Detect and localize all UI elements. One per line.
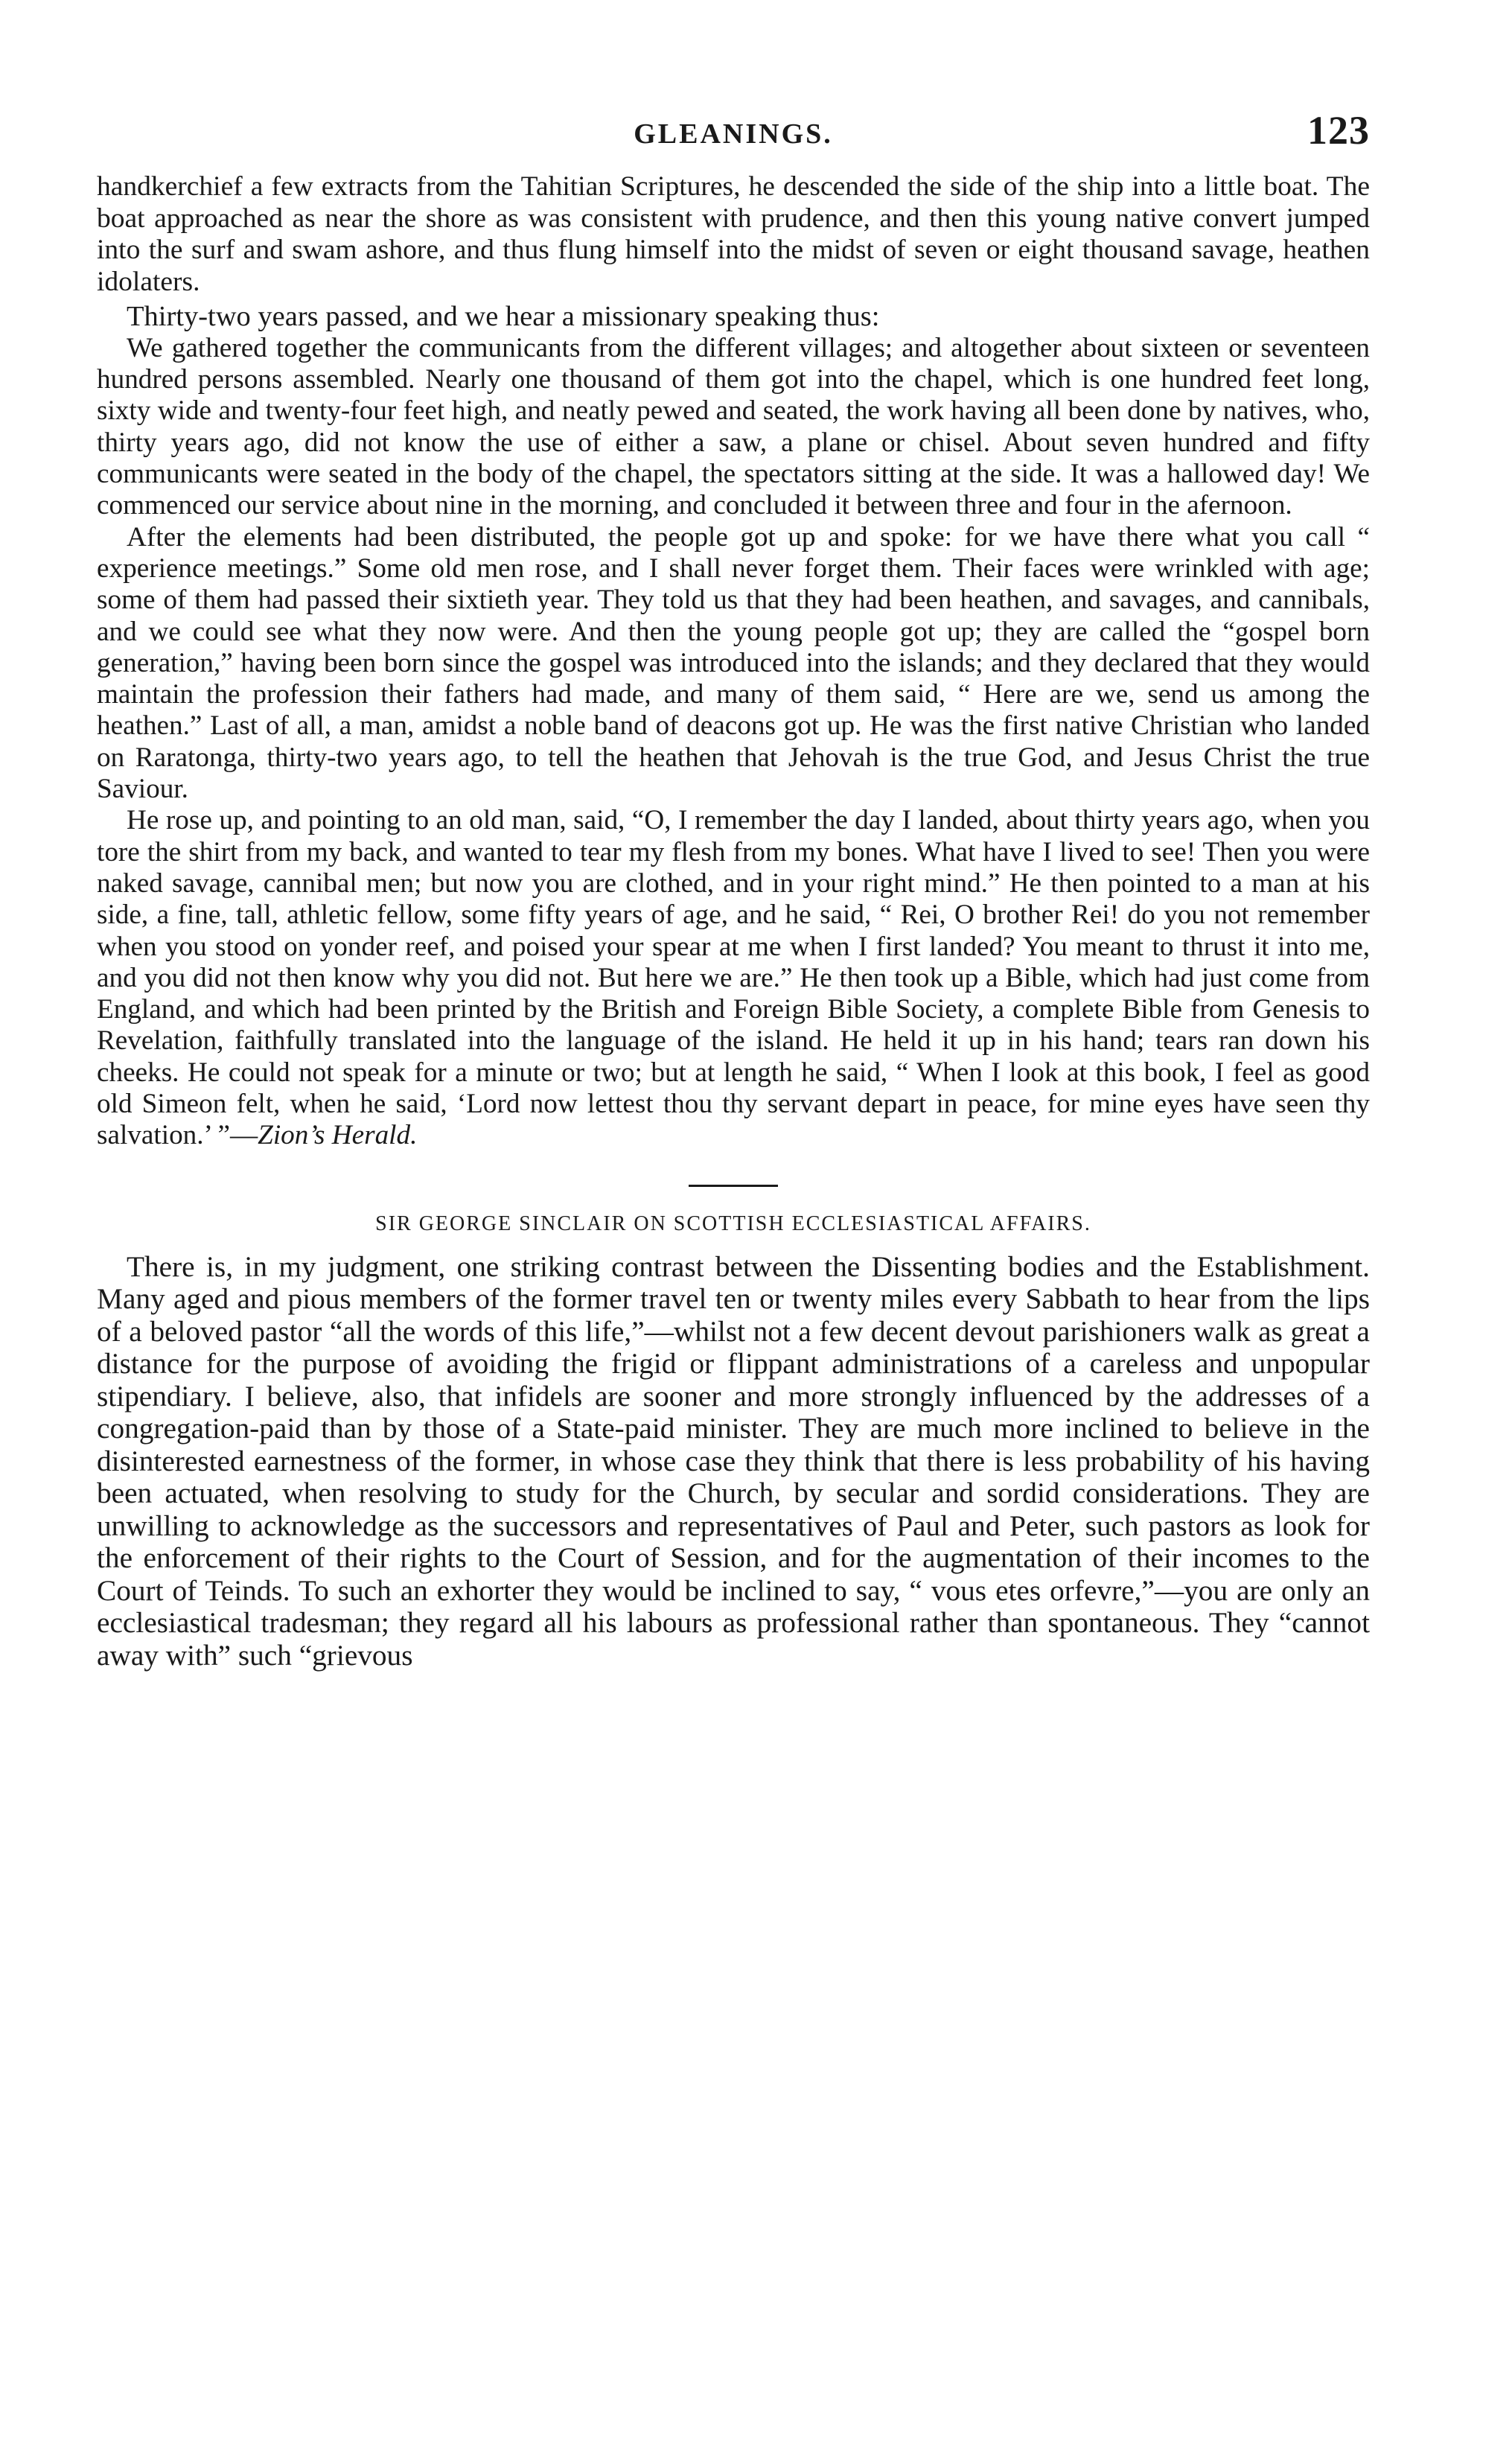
paragraph-intro: Thirty-two years passed, and we hear a missionary speaking thus: — [127, 301, 880, 333]
quoted-paragraph-2: After the elements had been distributed, the people got up and spoke: for we have there what you call “ experience meetings.” Some old men rose, and I shall never forget them. Their faces were wrinkled with age; some of them had passed their sixtieth year. They told us that they had been heathen, and savages, and cannibals, and we could see what they now were. And then the young people got up; they are called the “gospel born generation,” having been born since the gospel was introduced into the islands; and they declared that they would maintain the profession their fathers had made, and many of them said, “ Here are we, send us among the heathen.” Last of all, a man, amidst a noble band of deacons got up. He was the first native Christian who landed on Raratonga, thirty-two years ago, to tell the heathen that Jehovah is the true God, and Jesus Christ the true Saviour. — [97, 521, 1370, 805]
page — [97, 108, 1370, 1672]
page-header — [97, 108, 1370, 171]
page-number: 123 — [1307, 108, 1370, 153]
quoted-paragraph-3-text: He rose up, and pointing to an old man, said, “O, I remember the day I landed, about thirty years ago, when you tore the shirt from my back, and wanted to tear my flesh from my bones. What have I lived to see! Then you were naked savage, cannibal men; but now you are clothed, and in your right mind.” He then pointed to a man at his side, a fine, tall, athletic fellow, some fifty years of age, and he said, “ Rei, O brother Rei! do you not remember when you stood on yonder reef, and poised your spear at me when I first landed? You meant to thrust it into me, and you did not then know why you did not. But here we are.” He then took up a Bible, which had just come from England, and which had been printed by the British and Foreign Bible Society, a complete Bible from Genesis to Revelation, faithfully translated into the language of the island. He held it up in his hand; tears ran down his cheeks. He could not speak for a minute or two; but at length he said, “ When I look at this book, I feel as good old Simeon felt, when he said, ‘Lord now lettest thou thy servant depart in peace, for mine eyes have seen thy salvation.’ ”— — [97, 805, 1370, 1151]
quoted-paragraph-1: We gathered together the communicants from the different villages; and altogether about sixteen or seventeen hundred persons assembled. Nearly one thousand of them got into the chapel, which is one hundred feet long, sixty wide and twenty-four feet high, and neatly pewed and seated, the work having all been done by natives, who, thirty years ago, did not know the use of either a saw, a plane or chisel. About seven hundred and fifty communicants were seated in the body of the chapel, the spectators sitting at the side. It was a hallowed day! We commenced our service about nine in the morning, and concluded it between three and four in the afernoon. — [97, 332, 1370, 521]
section-title: SIR GEORGE SINCLAIR ON SCOTTISH ECCLESIASTICAL AFFAIRS. — [375, 1211, 1091, 1235]
section-divider — [689, 1185, 778, 1187]
paragraph-narrative: handkerchief a few extracts from the Tahitian Scriptures, he descended the side of the ship into a little boat. The boat approached as near the shore as was consistent with prudence, and then this young native convert jumped into the surf and swam ashore, and thus flung himself into the midst of seven or eight thousand savage, heathen idolaters. — [97, 171, 1370, 297]
quoted-paragraph-3 — [97, 805, 1370, 1151]
running-title: GLEANINGS. — [634, 118, 833, 150]
section-body: There is, in my judgment, one striking contrast between the Dissenting bodies and the Establishment. Many aged and pious members of the former travel ten or twenty miles every Sabbath to hear from the lips of a beloved pastor “all the words of this life,”—whilst not a few decent devout parishioners walk as great a distance for the purpose of avoiding the frigid or flippant administrations of a careless and unpopular stipendiary. I believe, also, that infidels are sooner and more strongly influenced by the addresses of a congregation-paid than by those of a State-paid minister. They are much more inclined to believe in the disinterested earnestness of the former, in whose case they think that there is less probability of his having been actuated, when resolving to study for the Church, by secular and sordid considerations. They are unwilling to acknowledge as the successors and representatives of Paul and Peter, such pastors as look for the enforcement of their rights to the Court of Session, and for the augmentation of their incomes to the Court of Teinds. To such an exhorter they would be inclined to say, “ vous etes orfevre,”—you are only an ecclesiastical tradesman; they regard all his labours as professional rather than spontaneous. They “cannot away with” such “grievous — [97, 1249, 1370, 1672]
source-citation: Zion’s Herald. — [258, 1120, 418, 1151]
